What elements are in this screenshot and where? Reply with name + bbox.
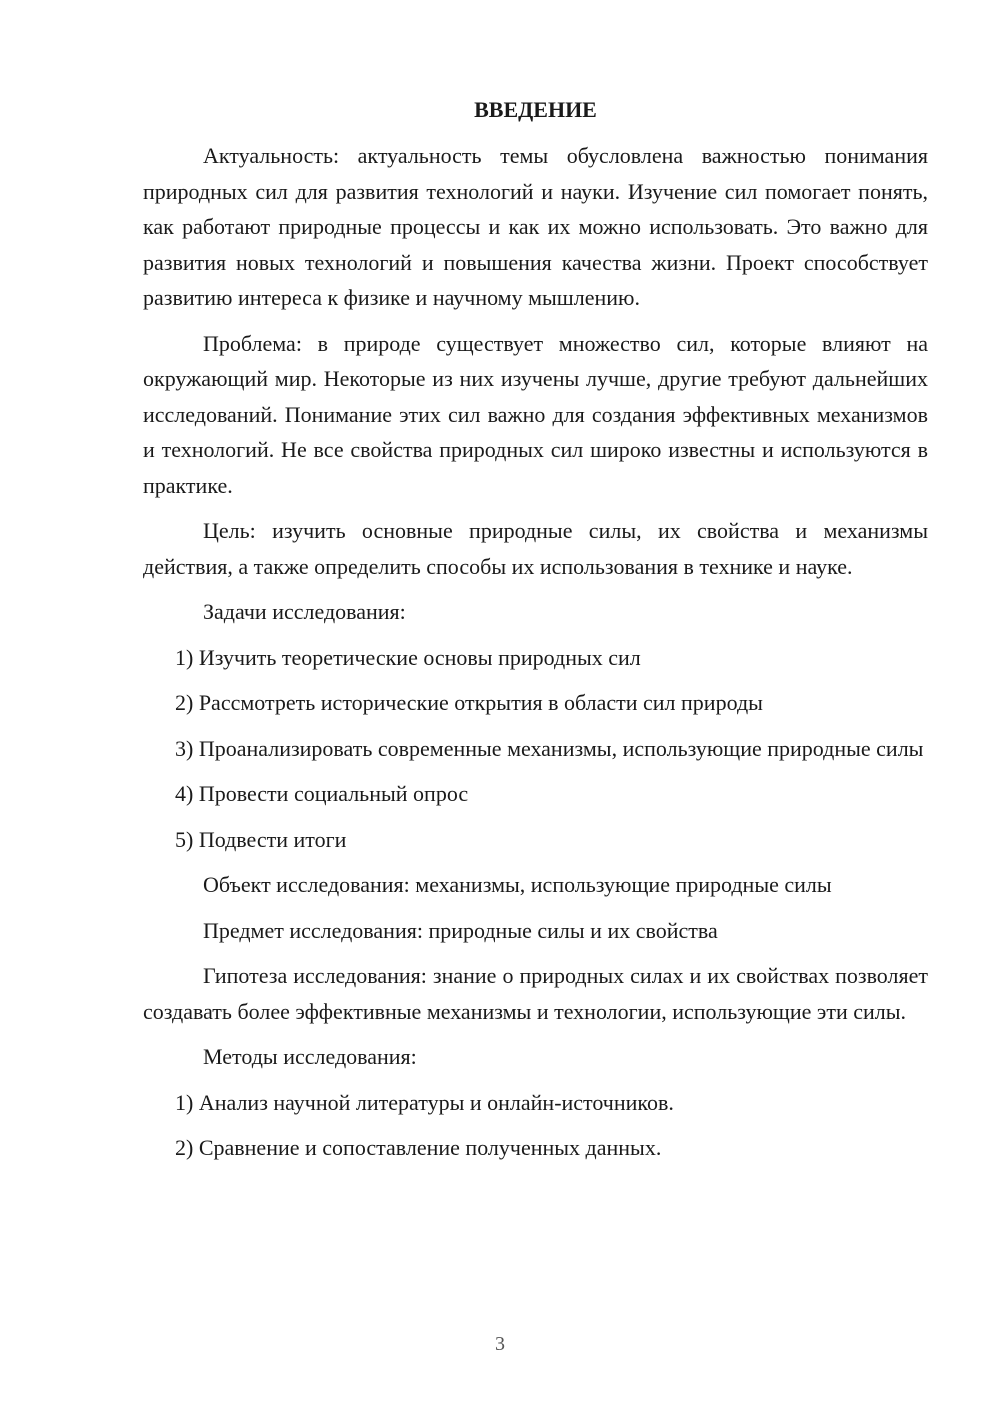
paragraph-hypothesis: Гипотеза исследования: знание о природных силах и их свойствах позволяет создавать более эффективные механизмы и технологии, использующие эти силы. (143, 963, 928, 1024)
paragraph-relevance: Актуальность: актуальность темы обусловлена важностью понимания природных сил для развития технологий и науки. Изучение сил помогает понять, как работают природные процессы и как их можно использовать. Это важно для развития новых технологий и повышения качества жизни. Проект способствует развитию интереса к физике и научному мышлению. (143, 143, 928, 310)
list-item: 5) Подвести итоги (175, 826, 347, 852)
page-number: 3 (495, 1333, 505, 1355)
list-item: 2) Рассмотреть исторические открытия в области сил природы (175, 690, 763, 715)
paragraph-subject: Предмет исследования: природные силы и их свойства (203, 917, 718, 943)
document-page (143, 92, 928, 1176)
paragraph-object: Объект исследования: механизмы, использующие природные силы (203, 872, 832, 897)
paragraph-problem: Проблема: в природе существует множество сил, которые влияют на окружающий мир. Некоторые из них изучены лучше, другие требуют дальнейших исследований. Понимание этих сил важно для создания эффективных механизмов и технологий. Не все свойства природных сил широко известны и используются в практике. (143, 330, 928, 498)
list-item: 1) Анализ научной литературы и онлайн-источников. (175, 1089, 674, 1115)
paragraph-goal: Цель: изучить основные природные силы, их свойства и механизмы действия, а также определить способы их использования в технике и науке. (143, 518, 928, 579)
list-item: 2) Сравнение и сопоставление полученных данных. (175, 1135, 662, 1160)
list-item: 1) Изучить теоретические основы природных сил (175, 644, 641, 670)
list-item: 3) Проанализировать современные механизмы, использующие природные силы (175, 735, 924, 761)
section-title: ВВЕДЕНИЕ (474, 97, 597, 122)
methods-heading: Методы исследования: (203, 1044, 417, 1069)
list-item: 4) Провести социальный опрос (175, 781, 469, 806)
tasks-heading: Задачи исследования: (203, 599, 406, 624)
